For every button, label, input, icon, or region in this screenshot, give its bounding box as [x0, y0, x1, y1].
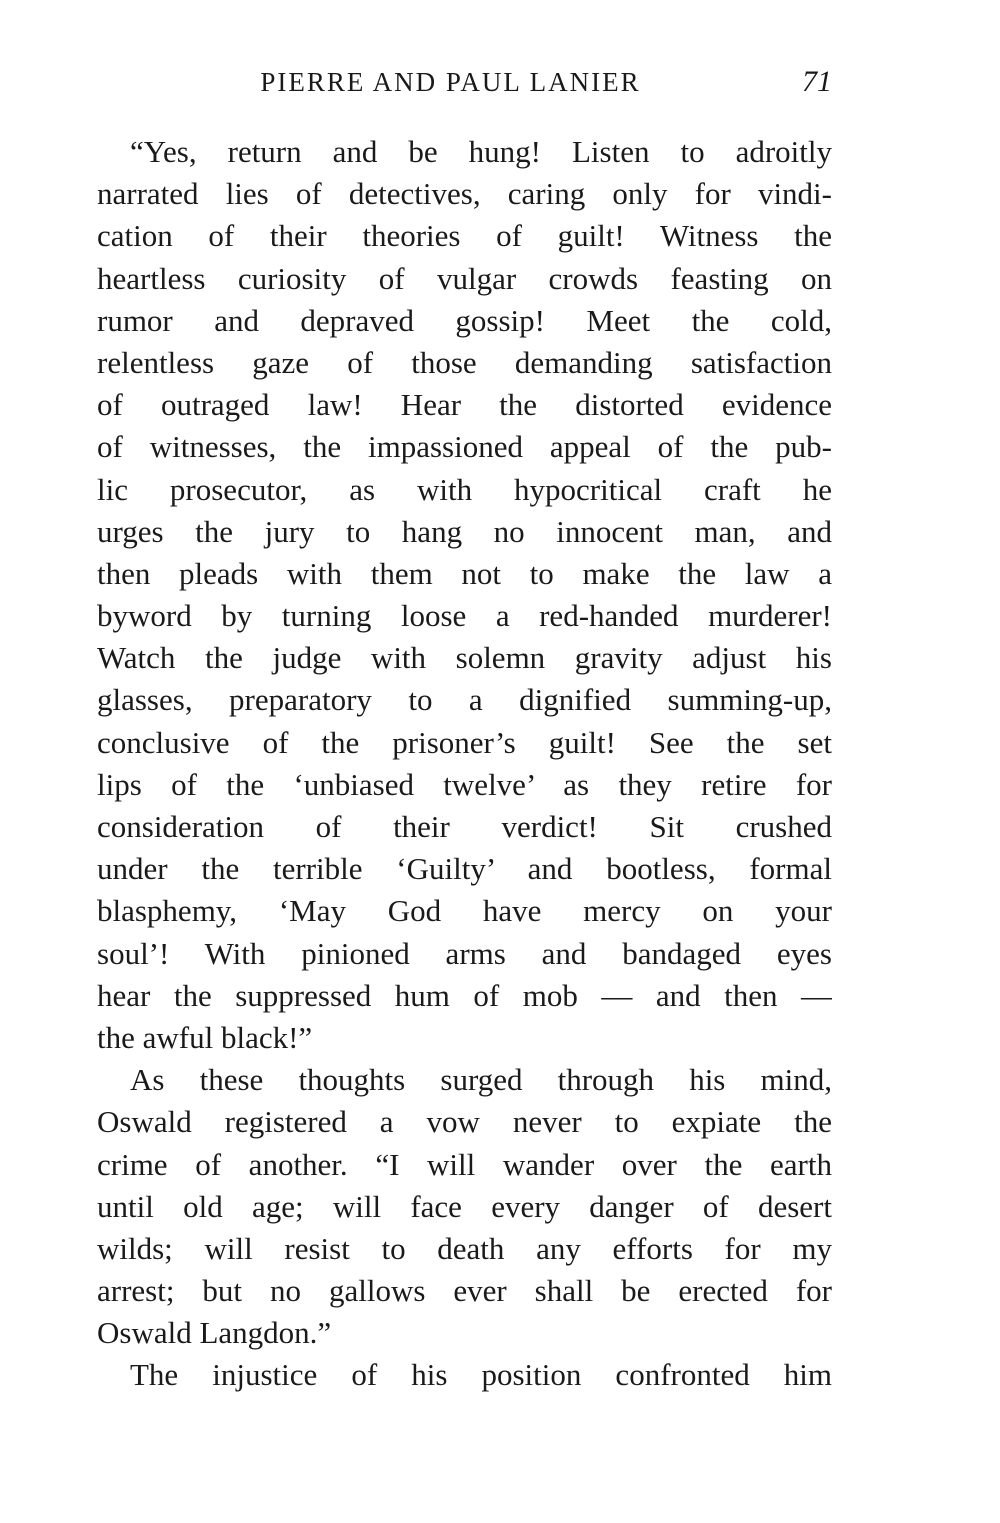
text-line: lips of the ‘unbiased twelve’ as they retire for [97, 766, 832, 802]
body-text [97, 131, 832, 1397]
text-line: then pleads with them not to make the law a [97, 555, 832, 591]
text-line: rumor and depraved gossip! Meet the cold, [97, 302, 832, 338]
text-line: consideration of their verdict! Sit crushed [97, 809, 832, 844]
text-line: cation of their theories of guilt! Witness the [97, 218, 832, 254]
text-line: byword by turning loose a red-handed murderer! [97, 598, 832, 634]
text-line: of witnesses, the impassioned appeal of the pub- [97, 429, 832, 465]
text-line: lic prosecutor, as with hypocritical craft he [97, 471, 832, 507]
text-line: blasphemy, ‘May God have mercy on your [97, 893, 832, 929]
text-line: urges the jury to hang no innocent man, and [97, 513, 832, 549]
text-line: wilds; will resist to death any efforts for my [97, 1230, 832, 1266]
text-line: “Yes, return and be hung! Listen to adroitly [130, 134, 832, 169]
page-number: 71 [802, 65, 832, 98]
text-line: crime of another. “I will wander over the earth [97, 1146, 832, 1182]
text-line: As these thoughts surged through his mind, [130, 1062, 832, 1098]
text-line: the awful black!” [97, 1019, 313, 1055]
text-line: Oswald Langdon.” [97, 1315, 332, 1351]
text-line: under the terrible ‘Guilty’ and bootless, formal [97, 851, 832, 887]
text-line: soul’! With pinioned arms and bandaged eyes [97, 935, 832, 971]
text-line: heartless curiosity of vulgar crowds feasting on [97, 260, 832, 296]
running-head [97, 62, 832, 102]
text-line: Watch the judge with solemn gravity adjust his [97, 640, 832, 676]
text-line: The injustice of his position confronted him [130, 1357, 832, 1393]
text-line: arrest; but no gallows ever shall be erected for [97, 1273, 832, 1309]
text-line: glasses, preparatory to a dignified summing-up, [97, 682, 832, 718]
running-title: PIERRE AND PAUL LANIER [260, 67, 641, 97]
text-line: conclusive of the prisoner’s guilt! See the set [97, 724, 832, 760]
text-line: until old age; will face every danger of desert [97, 1188, 832, 1224]
text-line: Oswald registered a vow never to expiate the [97, 1104, 832, 1140]
text-line: relentless gaze of those demanding satisfaction [97, 344, 832, 380]
text-line: narrated lies of detectives, caring only for vindi- [97, 176, 832, 212]
text-line: hear the suppressed hum of mob — and then — [97, 977, 832, 1013]
text-line: of outraged law! Hear the distorted evidence [97, 387, 832, 423]
